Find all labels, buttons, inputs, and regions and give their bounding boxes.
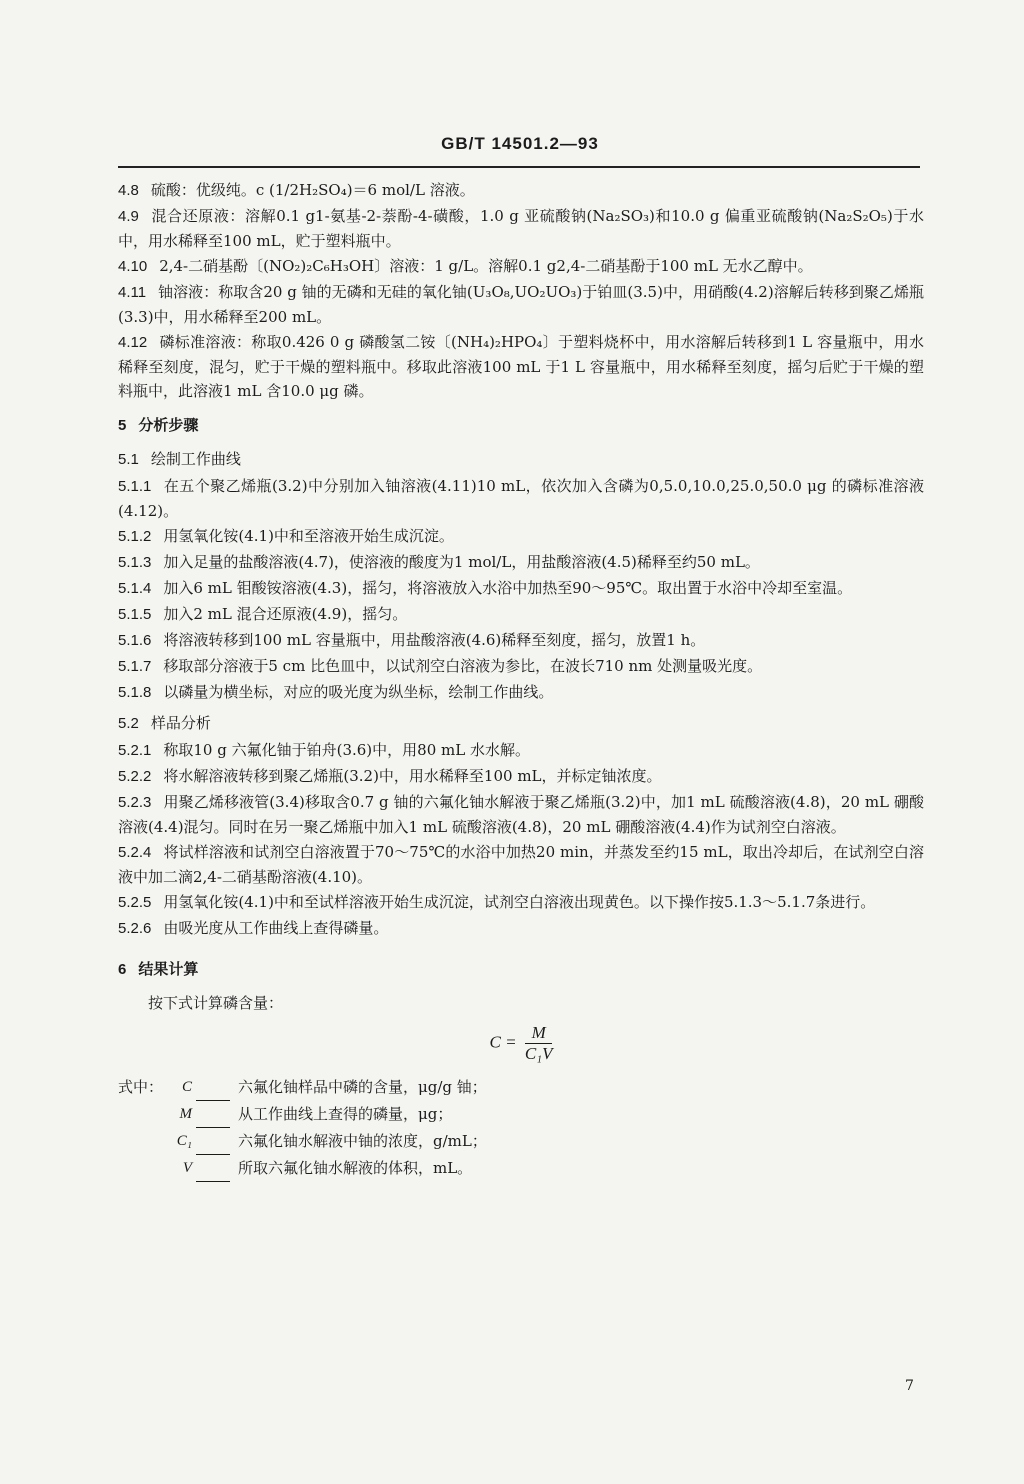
clause-number: 4.9 — [118, 208, 139, 225]
clause-paragraph — [118, 178, 924, 203]
clause-paragraph — [118, 576, 924, 601]
clause-text: 将溶液转移到100 mL 容量瓶中，用盐酸溶液(4.6)稀释至刻度，摇匀，放置1 h。 — [163, 631, 706, 649]
section-number: 5 — [118, 417, 127, 434]
clause-number: 4.10 — [118, 258, 148, 275]
clause-text: 混合还原液：溶解0.1 g1-氨基-2-萘酚-4-磺酸，1.0 g 亚硫酸钠(Na₂SO₃)和10.0 g 偏重亚硫酸钠(Na₂S₂O₅)于水中，用水稀释至100 mL，贮于塑料瓶中。 — [118, 207, 924, 250]
clause-paragraph — [118, 738, 924, 763]
clause-text: 加入2 mL 混合还原液(4.9)，摇匀。 — [163, 605, 408, 623]
clause-number: 4.11 — [118, 284, 147, 301]
clause-number: 5.1.3 — [118, 554, 152, 571]
variable-symbol: C₁ — [176, 1133, 192, 1149]
clause-paragraph — [118, 550, 924, 575]
dash-separator — [196, 1155, 230, 1182]
clause-text: 2,4-二硝基酚〔(NO₂)₂C₆H₃OH〕溶液：1 g/L。溶解0.1 g2,4-二硝基酚于100 mL 无水乙醇中。 — [159, 257, 813, 275]
variable-row — [118, 1074, 924, 1101]
clause-text: 将水解溶液转移到聚乙烯瓶(3.2)中，用水稀释至100 mL，并标定铀浓度。 — [163, 767, 662, 785]
step-list — [118, 738, 924, 941]
clause-text: 磷标准溶液：称取0.426 0 g 磷酸氢二铵〔(NH₄)₂HPO₄〕于塑料烧杯中，用水溶解后转移到1 L 容量瓶中，用水稀释至刻度，混匀，贮于干燥的塑料瓶中。移取此溶液100 mL 于1 L 容量瓶中，用水稀释至刻度，摇匀后贮于干燥的塑料瓶中，此溶液1 mL 含10.0 μg 磷。 — [118, 333, 924, 400]
variable-description: 所取六氟化铀水解液的体积，mL。 — [238, 1159, 473, 1177]
clause-text: 加入足量的盐酸溶液(4.7)，使溶液的酸度为1 mol/L，用盐酸溶液(4.5)稀释至约50 mL。 — [163, 553, 760, 571]
formula-intro: 按下式计算磷含量： — [148, 994, 284, 1012]
step-list — [118, 474, 924, 705]
where-label — [118, 1101, 168, 1128]
clause-paragraph — [118, 524, 924, 549]
clause-paragraph — [118, 840, 924, 889]
subsection-heading — [118, 447, 924, 472]
clause-paragraph — [118, 204, 924, 253]
document-body — [118, 178, 924, 1182]
variable-description: 六氟化铀水解液中铀的浓度，g/mL； — [238, 1132, 487, 1150]
dash-separator — [196, 1074, 230, 1101]
variable-symbol: C — [181, 1079, 192, 1095]
page-number: 7 — [905, 1378, 914, 1394]
variable-description: 六氟化铀样品中磷的含量，μg/g 铀； — [238, 1078, 487, 1096]
clause-number: 5.1.2 — [118, 528, 152, 545]
clause-number: 5.2.1 — [118, 742, 152, 759]
clause-number: 4.8 — [118, 182, 139, 199]
subsection-number: 5.1 — [118, 451, 139, 468]
clause-paragraph — [118, 890, 924, 915]
where-label — [118, 1128, 168, 1155]
clause-number: 5.1.5 — [118, 606, 152, 623]
clause-paragraph — [118, 254, 924, 279]
clause-paragraph — [118, 602, 924, 627]
clause-text: 加入6 mL 钼酸铵溶液(4.3)，摇匀，将溶液放入水浴中加热至90～95℃。取出置于水浴中冷却至室温。 — [163, 579, 853, 597]
variable-symbol: V — [182, 1160, 192, 1176]
clause-text: 硫酸：优级纯。c (1/2H₂SO₄)＝6 mol/L 溶液。 — [150, 181, 475, 199]
clause-text: 用氢氧化铵(4.1)中和至试样溶液开始生成沉淀，试剂空白溶液出现黄色。以下操作按5.1.3～5.1.7条进行。 — [163, 893, 876, 911]
fraction — [525, 1023, 553, 1064]
clause-paragraph — [118, 280, 924, 329]
section-title: 结果计算 — [138, 960, 199, 978]
clause-text: 铀溶液：称取含20 g 铀的无磷和无硅的氧化铀(U₃O₈,UO₂UO₃)于铂皿(3.5)中，用硝酸(4.2)溶解后转移到聚乙烯瓶(3.3)中，用水稀释至200 mL。 — [118, 283, 924, 326]
subsection-number: 5.2 — [118, 715, 139, 732]
variable-symbol: M — [179, 1106, 192, 1122]
clause-text: 用聚乙烯移液管(3.4)移取含0.7 g 铀的六氟化铀水解液于聚乙烯瓶(3.2)中，加1 mL 硫酸溶液(4.8)，20 mL 硼酸溶液(4.4)混匀。同时在另一聚乙烯瓶中加入1 mL 硫酸溶液(4.8)，20 mL 硼酸溶液(4.4)作为试剂空白溶液。 — [118, 793, 924, 836]
section-number: 6 — [118, 961, 127, 978]
clause-text: 在五个聚乙烯瓶(3.2)中分别加入铀溶液(4.11)10 mL，依次加入含磷为0,5.0,10.0,25.0,50.0 μg 的磷标准溶液(4.12)。 — [118, 477, 924, 520]
clause-paragraph — [118, 916, 924, 941]
clause-number: 5.2.6 — [118, 920, 152, 937]
clause-text: 称取10 g 六氟化铀于铂舟(3.6)中，用80 mL 水水解。 — [163, 741, 530, 759]
clause-paragraph — [118, 790, 924, 839]
clause-number: 5.2.3 — [118, 794, 152, 811]
dash-separator — [196, 1128, 230, 1155]
clause-text: 以磷量为横坐标，对应的吸光度为纵坐标，绘制工作曲线。 — [163, 683, 554, 701]
formula-lhs: C = — [489, 1032, 517, 1052]
clause-paragraph — [118, 654, 924, 679]
page-header: GB/T 14501.2—93 — [441, 134, 599, 153]
variable-row — [118, 1155, 924, 1182]
variable-definitions — [118, 1074, 924, 1182]
reagent-list — [118, 178, 924, 403]
variable-row — [118, 1128, 924, 1155]
clause-text: 用氢氧化铵(4.1)中和至溶液开始生成沉淀。 — [163, 527, 454, 545]
subsection-heading — [118, 711, 924, 736]
clause-paragraph — [118, 764, 924, 789]
clause-paragraph — [118, 628, 924, 653]
clause-text: 移取部分溶液于5 cm 比色皿中，以试剂空白溶液为参比，在波长710 nm 处测量吸光度。 — [163, 657, 763, 675]
dash-separator — [196, 1101, 230, 1128]
clause-number: 5.2.4 — [118, 844, 152, 861]
clause-number: 5.2.5 — [118, 894, 152, 911]
clause-number: 5.1.7 — [118, 658, 152, 675]
subsection-title: 绘制工作曲线 — [150, 450, 241, 468]
subsection-title: 样品分析 — [150, 714, 211, 732]
fraction-numerator: M — [525, 1023, 553, 1044]
section-title: 分析步骤 — [138, 416, 199, 434]
clause-text: 由吸光度从工作曲线上查得磷量。 — [163, 919, 389, 937]
clause-paragraph — [118, 680, 924, 705]
clause-number: 5.2.2 — [118, 768, 152, 785]
clause-paragraph — [118, 474, 924, 523]
clause-paragraph — [118, 330, 924, 403]
where-label — [118, 1155, 168, 1182]
clause-text: 将试样溶液和试剂空白溶液置于70～75℃的水浴中加热20 min，并蒸发至约15 mL，取出冷却后，在试剂空白溶液中加二滴2,4-二硝基酚溶液(4.10)。 — [118, 843, 924, 886]
variable-row — [118, 1101, 924, 1128]
variable-description: 从工作曲线上查得的磷量，μg； — [238, 1105, 453, 1123]
clause-number: 4.12 — [118, 334, 148, 351]
clause-number: 5.1.4 — [118, 580, 152, 597]
section-heading — [118, 413, 924, 438]
section-heading — [118, 957, 924, 982]
fraction-denominator: C₁V — [524, 1044, 553, 1063]
where-label: 式中： — [118, 1078, 164, 1096]
header-rule — [118, 166, 920, 168]
formula — [118, 1023, 924, 1064]
clause-number: 5.1.6 — [118, 632, 152, 649]
clause-number: 5.1.1 — [118, 478, 152, 495]
clause-number: 5.1.8 — [118, 684, 152, 701]
